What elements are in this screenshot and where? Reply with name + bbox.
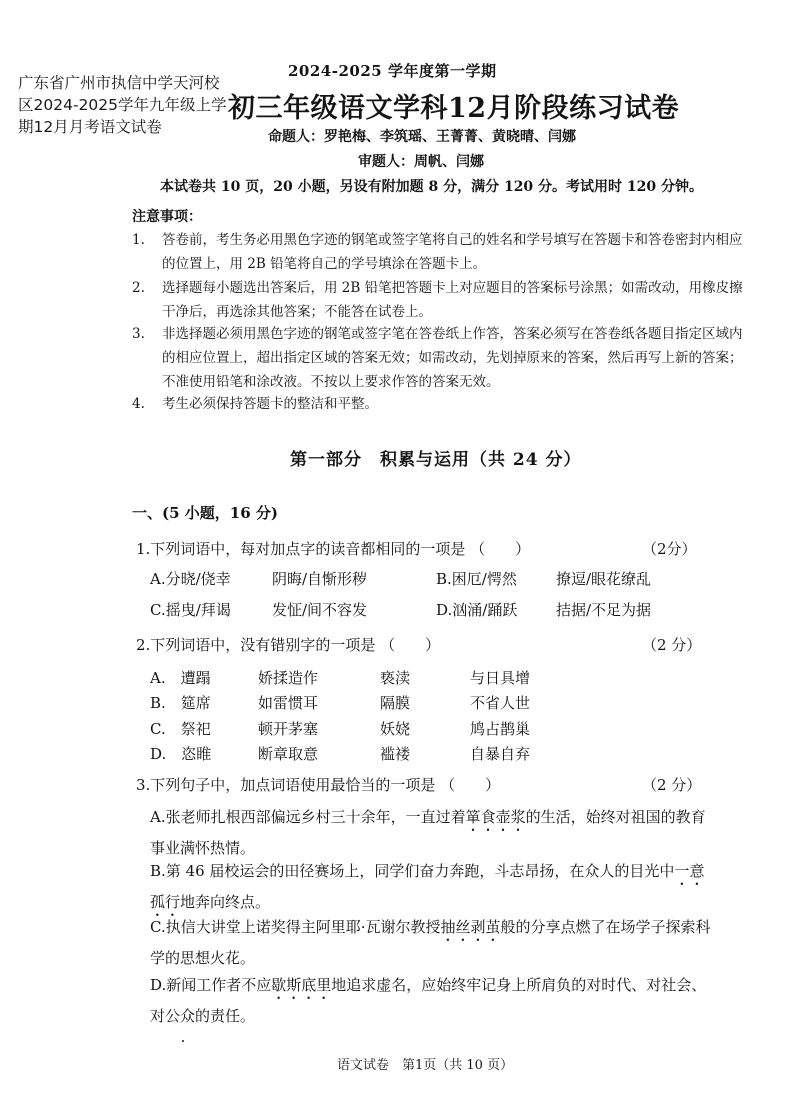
page-footer: 语文试卷 第1页（共 10 页） bbox=[337, 1058, 514, 1073]
q3-option-a bbox=[150, 804, 715, 862]
sentence-text: 的生活，始终对祖国的教育事业满怀热情。 bbox=[150, 808, 706, 857]
note-text: 答卷前，考生务必用黑色字迹的钢笔或签字笔将自己的姓名和学号填写在答题卡和答卷密封内相应的位置上，用 2B 铅笔将自己的学号填涂在答题卡上。 bbox=[162, 232, 743, 272]
dotted-term: 抽丝剥茧 bbox=[440, 918, 501, 936]
q1-option-a-2: 阴晦/自惭形秽 bbox=[272, 570, 368, 588]
q2-word: 娇揉造作 bbox=[258, 669, 319, 687]
q1-points: （2分） bbox=[642, 540, 697, 558]
source-note: 广东省广州市执信中学天河校区2024-2025学年九年级上学期12月月考语文试卷 bbox=[18, 74, 227, 136]
sentence-text: 张老师扎根西部偏远乡村三十余年，一直过着 bbox=[165, 808, 466, 826]
note-number: 2. bbox=[132, 280, 145, 296]
sentence-text: 地追求虚名，应始终牢记身上所肩负的对时代、对社会、对公众的责任。 bbox=[150, 976, 707, 1025]
q2-word: 如雷惯耳 bbox=[258, 694, 319, 712]
q3-option-c bbox=[150, 914, 715, 972]
q2-word: 自暴自弃 bbox=[470, 745, 531, 763]
sentence-text: 般的分享点燃了在场学子探索科学的思想火花。 bbox=[150, 918, 711, 967]
dotted-term: 歇斯底里 bbox=[271, 976, 332, 994]
note-text: 考生必须保持答题卡的整洁和平整。 bbox=[162, 396, 378, 412]
authors-line: 命题人：罗艳梅、李筑瑶、王菁菁、黄晓晴、闫娜 bbox=[268, 129, 576, 145]
note-text: 选择题每小题选出答案后，用 2B 铅笔把答题卡上对应题目的答案标号涂黑；如需改动，用橡皮擦干净后，再选涂其他答案；不能答在试卷上。 bbox=[162, 280, 743, 320]
q1-option-d-2: 拮据/不足为据 bbox=[556, 601, 652, 619]
q2-word: 与日具增 bbox=[470, 669, 531, 687]
q3-points: （2 分） bbox=[642, 776, 702, 794]
q2-word: 亵渎 bbox=[380, 669, 411, 687]
exam-intro: 本试卷共 10 页，20 小题，另设有附加题 8 分，满分 120 分。考试用时 120 分钟。 bbox=[160, 179, 704, 195]
sentence-text: 执信大讲堂上诺奖得主阿里耶·瓦谢尔教授 bbox=[165, 918, 441, 936]
q2-word: 鸠占鹊巢 bbox=[470, 720, 531, 738]
q2-word: 断章取意 bbox=[258, 745, 319, 763]
q1-option-d: D.汹涌/踊跃 bbox=[436, 601, 518, 619]
q2-option-a: A. 遭蹋 bbox=[150, 669, 211, 687]
section-heading: 一、(5 小题，16 分) bbox=[132, 504, 278, 522]
q3-stem: 3.下列句子中，加点词语使用最恰当的一项是 （ ） bbox=[136, 776, 501, 794]
dotted-term: 一意孤行 bbox=[150, 862, 705, 911]
q2-word: 不省人世 bbox=[470, 694, 531, 712]
q1-option-a: A.分晓/侥幸 bbox=[150, 570, 231, 588]
q2-points: （2 分） bbox=[642, 636, 702, 654]
q2-word: 妖娆 bbox=[380, 720, 411, 738]
q2-word: 隔膜 bbox=[380, 694, 411, 712]
school-year: 2024-2025 学年度第一学期 bbox=[288, 62, 497, 80]
scan-speck bbox=[182, 1040, 184, 1042]
note-number: 1. bbox=[132, 232, 145, 248]
note-number: 3. bbox=[132, 326, 145, 342]
option-label: D. bbox=[150, 976, 167, 994]
q2-stem: 2.下列词语中，没有错别字的一项是 （ ） bbox=[136, 636, 441, 654]
q2-word: 褴褛 bbox=[380, 745, 411, 763]
q2-option-b: B. 筵席 bbox=[150, 694, 211, 712]
sentence-text: 新闻工作者不应 bbox=[166, 976, 272, 994]
note-number: 4. bbox=[132, 396, 145, 412]
q3-option-b bbox=[150, 858, 715, 920]
dotted-term: 箪食壶浆 bbox=[465, 808, 526, 826]
q2-option-d: D. 恣睢 bbox=[150, 745, 212, 763]
note-text: 非选择题必须用黑色字迹的钢笔或签字笔在答卷纸上作答，答案必须写在答卷纸各题目指定区域内的相应位置上，超出指定区域的答案无效；如需改动，先划掉原来的答案，然后再写上新的答案；不准使用铅笔和涂改液。不按以上要求作答的答案无效。 bbox=[162, 326, 743, 390]
notes-heading: 注意事项： bbox=[132, 209, 202, 225]
q1-option-b-2: 撩逗/眼花缭乱 bbox=[556, 570, 652, 588]
reviewers-line: 审题人：周帆、闫娜 bbox=[358, 154, 484, 170]
sentence-text: 地奔向终点。 bbox=[180, 893, 271, 911]
q1-option-c: C.摇曳/拜谒 bbox=[150, 601, 231, 619]
q2-option-c: C. 祭祀 bbox=[150, 720, 211, 738]
page-title: 初三年级语文学科12月阶段练习试卷 bbox=[228, 93, 680, 124]
q1-option-c-2: 发怔/间不容发 bbox=[272, 601, 368, 619]
sentence-text: 第 46 届校运会的田径赛场上，同学们奋力奔跑，斗志昂扬，在众人的目光中 bbox=[165, 862, 675, 880]
option-label: B. bbox=[150, 862, 166, 880]
q3-option-d bbox=[150, 972, 715, 1030]
option-label: C. bbox=[150, 918, 166, 936]
q2-word: 顿开茅塞 bbox=[258, 720, 319, 738]
part-title: 第一部分 积累与运用（共 24 分） bbox=[290, 450, 582, 470]
option-label: A. bbox=[150, 808, 166, 826]
q1-option-b: B.困厄/愕然 bbox=[436, 570, 517, 588]
q1-stem: 1.下列词语中，每对加点字的读音都相同的一项是 （ ） bbox=[136, 540, 531, 558]
